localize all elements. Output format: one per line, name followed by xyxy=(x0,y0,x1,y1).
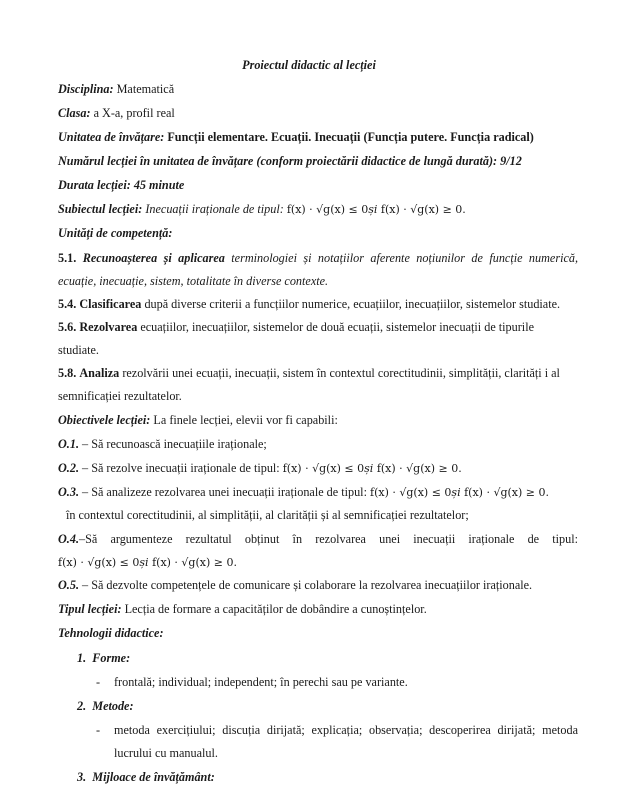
obiectiv-o3 xyxy=(58,485,578,500)
obiectiv-o4-line1 xyxy=(58,532,578,547)
unitatea-label: Unitatea de învățare: xyxy=(58,130,165,144)
tipul-label: Tipul lecției: xyxy=(58,602,122,616)
unitatea-value: Funcții elementare. Ecuații. Inecuații (Funcția putere. Funcția radical) xyxy=(167,130,534,144)
formula-right: f(x) · √g(x) ≥ 0. xyxy=(464,486,549,499)
competenta-text: ecuațiilor, inecuațiilor, sistemelor de două ecuații, sistemelor inecuații de tipurile xyxy=(140,320,534,334)
obiectiv-code: O.2. xyxy=(58,461,79,475)
obiectiv-o2 xyxy=(58,461,578,476)
tehnologii-item-forme xyxy=(77,651,578,666)
forme-text: frontală; individual; independent; în perechi sau pe variante. xyxy=(114,675,408,689)
clasa-value: a X-a, profil real xyxy=(93,106,175,120)
list-number: 3. xyxy=(77,770,87,784)
competenta-5-1-line1 xyxy=(58,251,578,266)
numarul-line: Numărul lecției în unitatea de învățare (conform proiectării didactice de lungă durată): 9/12 xyxy=(58,154,522,168)
obiectiv-o4-formula xyxy=(58,555,578,570)
formula-right: f(x) · √g(x) ≥ 0. xyxy=(376,462,462,475)
bullet-icon: - xyxy=(96,723,101,737)
tehnologii-item-metode xyxy=(77,699,578,714)
competenta-5-4 xyxy=(58,297,578,312)
tehnologii-heading: Tehnologii didactice: xyxy=(58,626,164,640)
subiectul-line xyxy=(58,202,578,217)
formula-left: f(x) · √g(x) ≤ 0 xyxy=(282,462,365,475)
formula xyxy=(370,486,549,499)
obiectiv-code: O.5. xyxy=(58,578,79,592)
formula-left: f(x) · √g(x) ≤ 0 xyxy=(58,556,140,569)
competenta-num: 5.4. xyxy=(58,297,77,311)
obiective-label: Obiectivele lecției: xyxy=(58,413,151,427)
disciplina-label: Disciplina: xyxy=(58,82,114,96)
competenta-text: terminologiei și notațiilor aferente noțiunilor de funcție numerică, xyxy=(231,251,579,265)
list-label: Forme: xyxy=(92,651,131,665)
obiectiv-code: O.1. xyxy=(58,437,79,451)
formula xyxy=(283,462,462,475)
competenta-5-6-line2: studiate. xyxy=(58,343,99,357)
subiectul-value: Inecuații iraționale de tipul: xyxy=(145,202,284,216)
list-number: 1. xyxy=(77,651,87,665)
formula-conj: și xyxy=(368,203,378,216)
competenta-bold: Recunoașterea și aplicarea xyxy=(82,251,225,265)
list-number: 2. xyxy=(77,699,87,713)
document-title: Proiectul didactic al lecției xyxy=(242,58,376,72)
formula-conj: și xyxy=(364,462,374,475)
competenta-5-1-line2: ecuație, inecuație, sistem, totalitate în diverse contexte. xyxy=(58,274,329,288)
competente-heading: Unități de competență: xyxy=(58,226,173,240)
obiective-line xyxy=(58,413,578,428)
obiectiv-code: O.4. xyxy=(58,532,79,546)
clasa-label: Clasa: xyxy=(58,106,91,120)
list-label: Metode: xyxy=(92,699,134,713)
obiectiv-code: O.3. xyxy=(58,485,79,499)
obiectiv-text: – Să dezvolte competențele de comunicare și colaborare la rezolvarea inecuațiilor iraționale. xyxy=(82,578,533,592)
obiectiv-o5 xyxy=(58,578,578,593)
tipul-line xyxy=(58,602,578,617)
list-label: Mijloace de învățământ: xyxy=(92,770,215,784)
clasa-line xyxy=(58,106,578,121)
competenta-bold: Analiza xyxy=(79,366,120,380)
formula-left: f(x) · √g(x) ≤ 0 xyxy=(286,203,369,216)
competenta-5-6-line1 xyxy=(58,320,578,335)
subiectul-label: Subiectul lecției: xyxy=(58,202,143,216)
durata-line: Durata lecției: 45 minute xyxy=(58,178,185,192)
formula xyxy=(287,203,466,216)
tehnologii-item-mijloace xyxy=(77,770,578,785)
unitatea-line xyxy=(58,130,578,145)
disciplina-line xyxy=(58,82,578,97)
competenta-5-8-line1 xyxy=(58,366,578,381)
obiectiv-text: –Să argumenteze rezultatul obținut în rezolvarea unei inecuații iraționale de tipul: xyxy=(79,532,578,546)
metode-text-line1: metoda exercițiului; discuția dirijată; explicația; observația; descoperirea dirijată; metoda xyxy=(114,723,578,737)
formula-conj: și xyxy=(451,486,461,499)
tipul-value: Lecția de formare a capacităților de dobândire a cunoștințelor. xyxy=(124,602,427,616)
competenta-bold: Clasificarea xyxy=(79,297,142,311)
competenta-5-8-line2: semnificației rezultatelor. xyxy=(58,389,182,403)
obiective-intro: La finele lecției, elevii vor fi capabili: xyxy=(153,413,338,427)
formula-right: f(x) · √g(x) ≥ 0. xyxy=(380,203,466,216)
competenta-num: 5.1. xyxy=(58,251,77,265)
bullet-icon: - xyxy=(96,675,101,689)
competenta-text: rezolvării unei ecuații, inecuații, sistem în contextul corectitudinii, simplității, clarități i al xyxy=(122,366,560,380)
obiectiv-o1 xyxy=(58,437,578,452)
competenta-num: 5.6. xyxy=(58,320,77,334)
competenta-num: 5.8. xyxy=(58,366,77,380)
obiectiv-text: – Să rezolve inecuații iraționale de tipul: xyxy=(82,461,280,475)
formula-left: f(x) · √g(x) ≤ 0 xyxy=(370,486,452,499)
competenta-bold: Rezolvarea xyxy=(79,320,138,334)
obiectiv-text: – Să analizeze rezolvarea unei inecuații iraționale de tipul: xyxy=(82,485,367,499)
formula-right: f(x) · √g(x) ≥ 0. xyxy=(152,556,237,569)
metode-text-line2: lucrului cu manualul. xyxy=(114,746,218,760)
formula-conj: și xyxy=(139,556,149,569)
competenta-text: după diverse criterii a funcțiilor numerice, ecuațiilor, inecuațiilor, sistemelor studiate. xyxy=(144,297,561,311)
obiectiv-o3-continuation: în contextul corectitudinii, al simplității, al clarității și al semnificației rezultatelor; xyxy=(66,508,469,522)
obiectiv-text: – Să recunoască inecuațiile iraționale; xyxy=(82,437,267,451)
disciplina-value: Matematică xyxy=(116,82,175,96)
